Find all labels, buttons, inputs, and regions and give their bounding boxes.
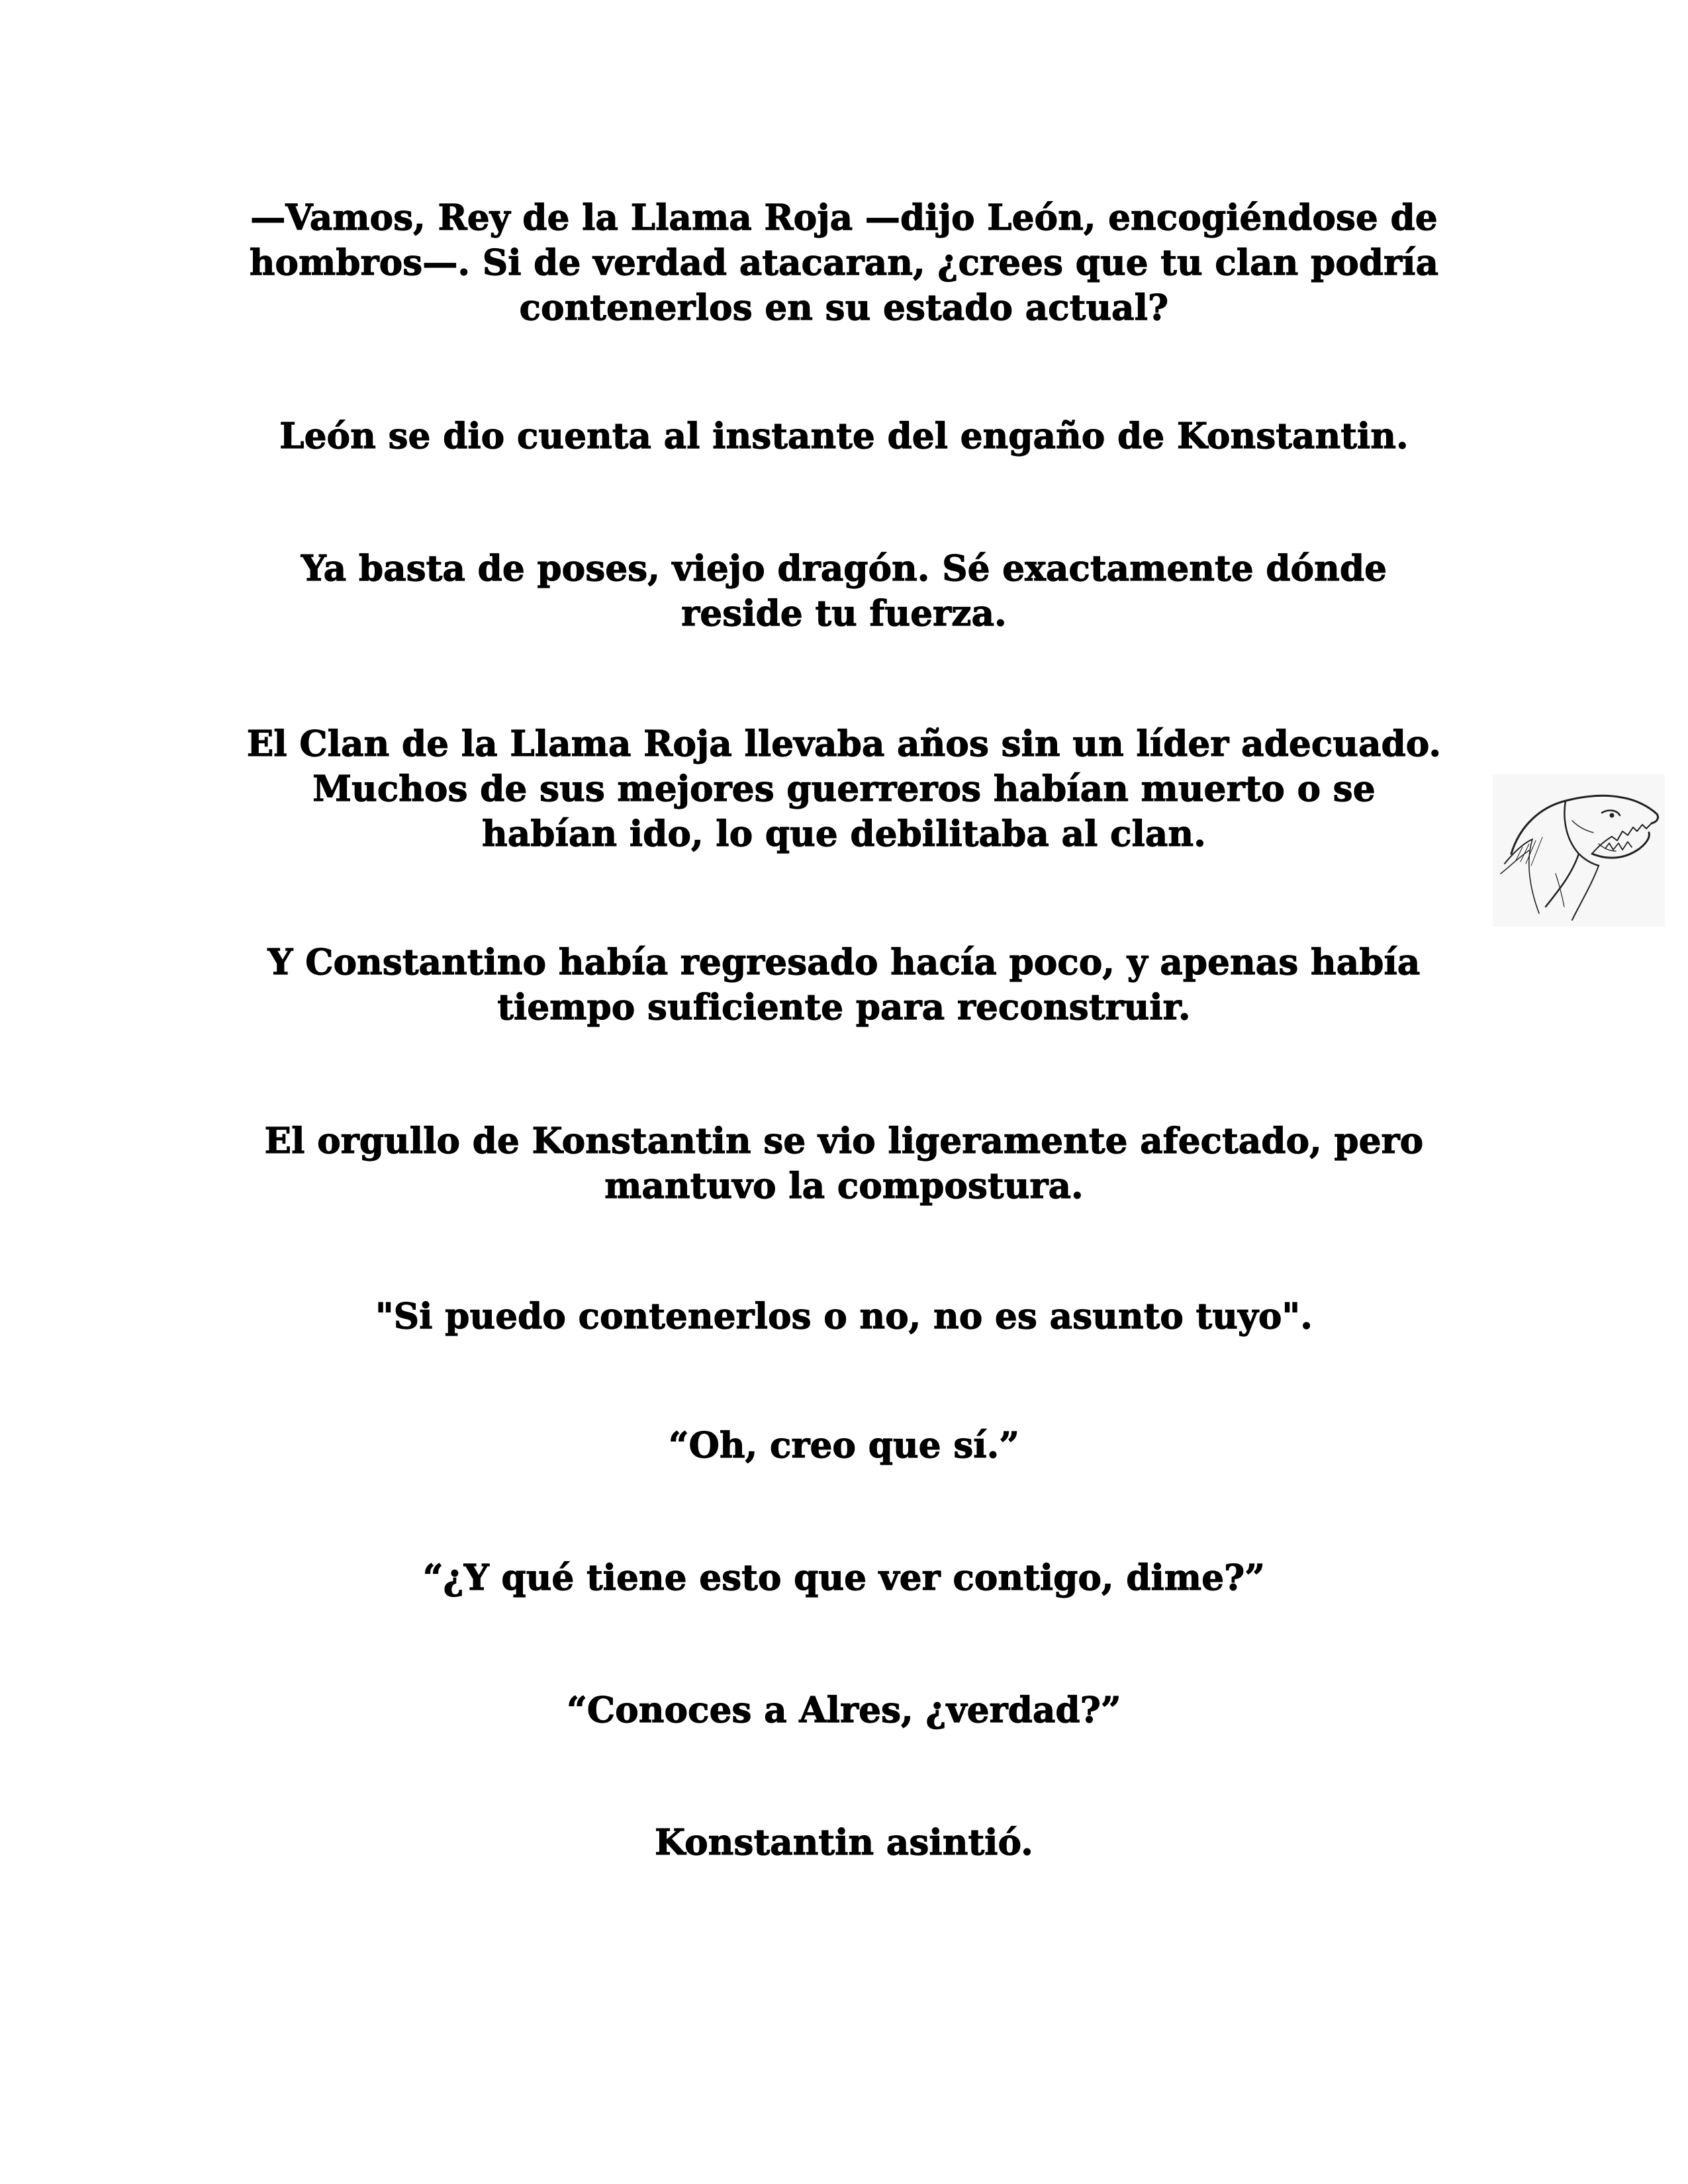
paragraph-2: León se dio cuenta al instante del engaño de Konstantin. bbox=[279, 416, 1409, 457]
paragraph-10: “Conoces a Alres, ¿verdad?” bbox=[567, 1690, 1121, 1731]
paragraph-4: El Clan de la Llama Roja llevaba años sin un líder adecuado. Muchos de sus mejores guerreros habían muerto o se habían ido, lo que debilitaba al clan. bbox=[246, 723, 1442, 854]
paragraph-6: El orgullo de Konstantin se vio ligeramente afectado, pero mantuvo la compostura. bbox=[264, 1120, 1424, 1206]
paragraph-9: “¿Y qué tiene esto que ver contigo, dime?” bbox=[422, 1557, 1266, 1598]
paragraph-8: “Oh, creo que sí.” bbox=[668, 1425, 1020, 1466]
paragraph-5: Y Constantino había regresado hacía poco, y apenas había tiempo suficiente para reconstruir. bbox=[267, 942, 1421, 1028]
paragraph-3: Ya basta de poses, viejo dragón. Sé exactamente dónde reside tu fuerza. bbox=[301, 548, 1387, 634]
paragraph-7: "Si puedo contenerlos o no, no es asunto tuyo". bbox=[375, 1296, 1313, 1337]
paragraph-1: —Vamos, Rey de la Llama Roja —dijo León, encogiéndose de hombros—. Si de verdad atacaran, ¿crees que tu clan podría contenerlos en su estado actual? bbox=[249, 197, 1439, 328]
paragraph-11: Konstantin asintió. bbox=[655, 1822, 1033, 1863]
dragon-head-sketch-icon bbox=[1493, 774, 1665, 927]
